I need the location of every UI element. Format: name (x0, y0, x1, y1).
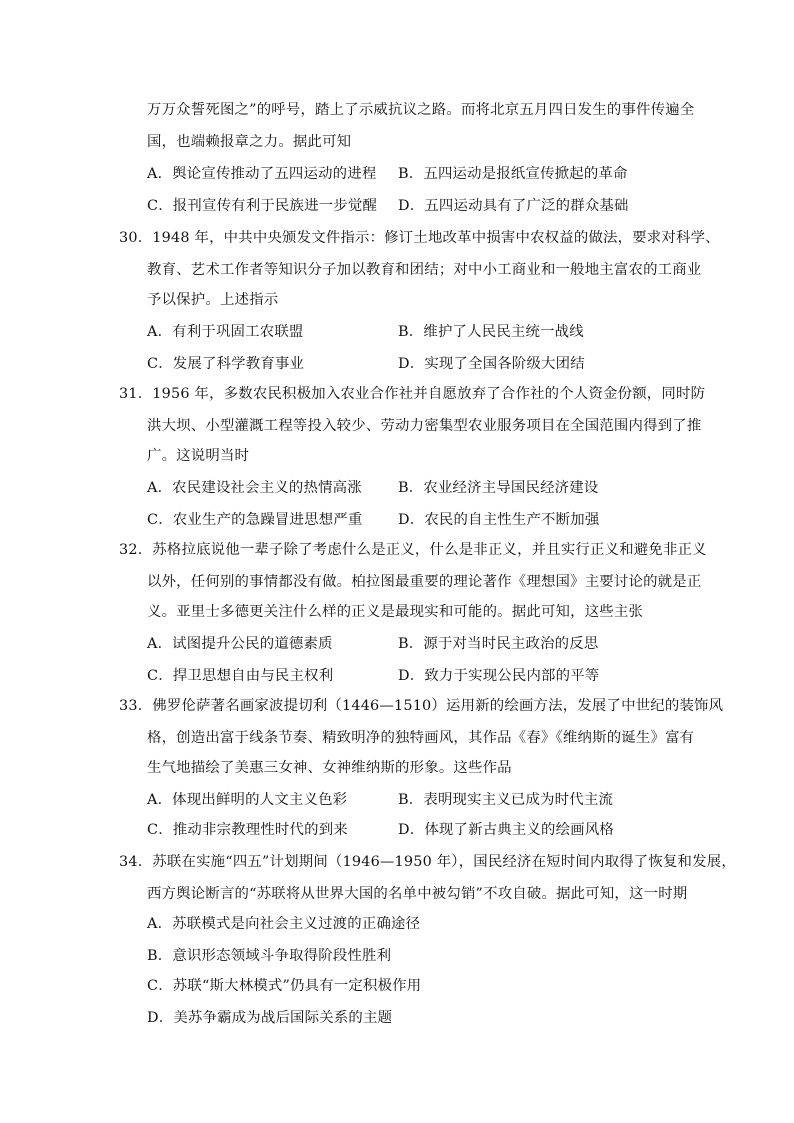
q29-stem-line-2: 国，也端赖报章之力。据此可知 (147, 134, 352, 150)
q34-option-c: C．苏联“斯大林模式”仍具有一定积极作用 (147, 978, 422, 994)
q34-stem-line-2: 西方舆论断言的“苏联将从世界大国的名单中被勾销”不攻自破。据此可知，这一时期 (147, 886, 688, 902)
q30-stem-line-2: 教育、艺术工作者等知识分子加以教育和团结；对中小工商业和一般地主富农的工商业 (147, 262, 702, 278)
q30-stem-line-3: 予以保护。上述指示 (147, 292, 279, 308)
q32-option-a: A．试图提升公民的道德素质 (147, 636, 333, 652)
q32-stem-line-1: 32．苏格拉底说他一辈子除了考虑什么是正义，什么是非正义，并且实行正义和避免非正义 (119, 542, 707, 558)
q33-option-b: B．表明现实主义已成为时代主流 (398, 792, 614, 808)
q34-stem-line-1: 34．苏联在实施“四五”计划期间（1946—1950 年），国民经济在短时间内取得了恢复和发展， (119, 854, 736, 870)
q31-option-c: C．农业生产的急躁冒进思想严重 (147, 512, 363, 528)
q34-option-a: A．苏联模式是向社会主义过渡的正确途径 (147, 916, 421, 932)
q31-stem-line-3: 广。这说明当时 (147, 448, 250, 464)
q31-option-d: D．农民的自主性生产不断加强 (398, 512, 600, 528)
q30-option-c: C．发展了科学教育事业 (147, 356, 305, 372)
q30-option-d: D．实现了全国各阶级大团结 (398, 356, 585, 372)
q31-stem-line-1: 31．1956 年，多数农民积极加入农业合作社并自愿放弃了合作社的个人资金份额，同时防 (119, 386, 706, 402)
q29-option-a: A．舆论宣传推动了五四运动的进程 (147, 166, 377, 182)
q33-option-a: A．体现出鲜明的人文主义色彩 (147, 792, 348, 808)
q29-stem-line-1: 万万众誓死图之”的呼号，踏上了示威抗议之路。而将北京五月四日发生的事件传遍全 (147, 102, 695, 118)
q29-option-c: C．报刊宣传有利于民族进一步觉醒 (147, 198, 378, 214)
q32-option-c: C．捍卫思想自由与民主权利 (147, 668, 334, 684)
q32-stem-line-2: 以外，任何别的事情都没有做。柏拉图最重要的理论著作《理想国》主要讨论的就是正 (147, 574, 702, 590)
q29-option-b: B．五四运动是报纸宣传掀起的革命 (398, 166, 628, 182)
q30-option-b: B．维护了人民民主统一战线 (398, 324, 584, 340)
q33-stem-line-3: 生气地描绘了美惠三女神、女神维纳斯的形象。这些作品 (147, 760, 512, 776)
q33-stem-line-1: 33．佛罗伦萨著名画家波提切利（1446—1510）运用新的绘画方法，发展了中世纪的装饰风 (119, 698, 724, 714)
q33-option-c: C．推动非宗教理性时代的到来 (147, 822, 348, 838)
q34-option-b: B．意识形态领域斗争取得阶段性胜利 (147, 948, 392, 964)
q33-stem-line-2: 格，创造出富于线条节奏、精致明净的独特画风，其作品《春》《维纳斯的诞生》富有 (147, 730, 695, 746)
q29-option-d: D．五四运动具有了广泛的群众基础 (398, 198, 629, 214)
q34-option-d: D．美苏争霸成为战后国际关系的主题 (147, 1010, 393, 1026)
q30-stem-line-1: 30．1948 年，中共中央颁发文件指示：修订土地改革中损害中农权益的做法，要求对科学、 (119, 230, 720, 246)
q33-option-d: D．体现了新古典主义的绘画风格 (398, 822, 615, 838)
q31-option-b: B．农业经济主导国民经济建设 (398, 480, 599, 496)
q32-stem-line-3: 义。亚里士多德更关注什么样的正义是最现实和可能的。据此可知，这些主张 (147, 604, 644, 620)
q32-option-b: B．源于对当时民主政治的反思 (398, 636, 599, 652)
q30-option-a: A．有利于巩固工农联盟 (147, 324, 304, 340)
q31-stem-line-2: 洪大坝、小型灌溉工程等投入较少、劳动力密集型农业服务项目在全国范围内得到了推 (147, 418, 702, 434)
q31-option-a: A．农民建设社会主义的热情高涨 (147, 480, 362, 496)
q32-option-d: D．致力于实现公民内部的平等 (398, 668, 600, 684)
